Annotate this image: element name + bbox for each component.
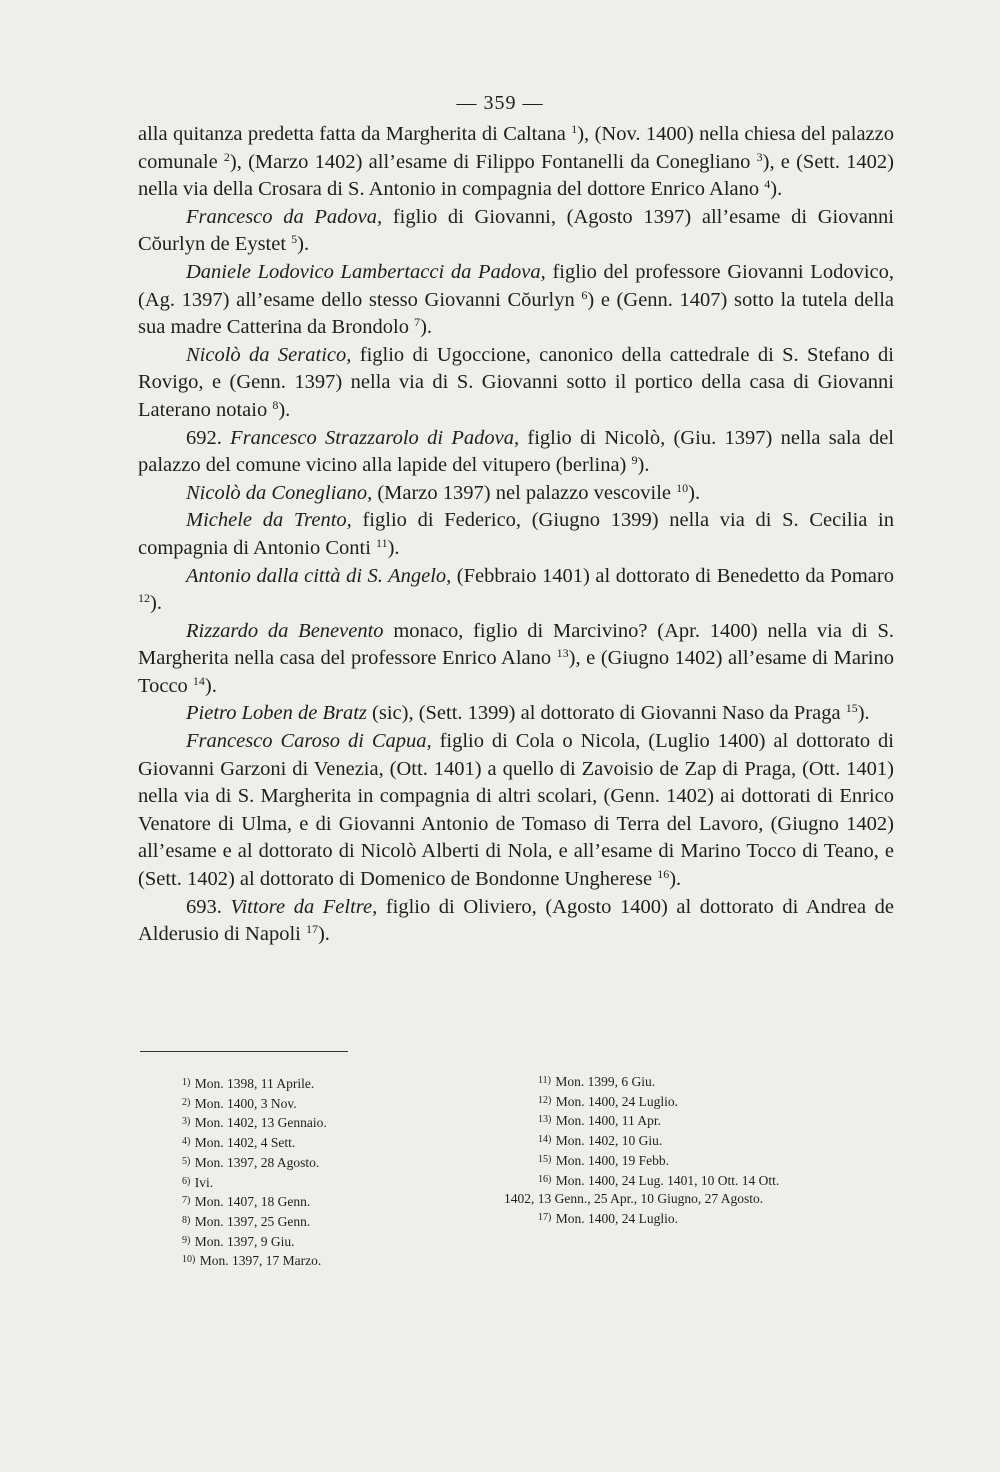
text-run: figlio del professore Giovanni Lodovico, (Ag. 1397) all’esame dello stesso Giovanni Cŏurlyn [138,260,895,311]
text-run: ), e (Sett. 1402) nella via della Crosara di S. Antonio in compagnia del dottore Enrico Alano [138,150,894,201]
text-run: ). [669,868,682,891]
footnote [182,1232,482,1252]
footnote-text: Mon. 1400, 19 Febb. [555,1152,669,1168]
footnote-reference: 14 [192,673,205,688]
footnote-text: Mon. 1397, 25 Genn. [194,1213,311,1229]
footnote-mark: 14) [538,1134,552,1146]
italic-name: Vittore da Feltre, [230,895,378,918]
text-run: ). [857,702,870,725]
footnote-text: Mon. 1397, 9 Giu. [194,1233,295,1249]
footnote [538,1111,898,1131]
footnote-text: 1402, 13 Genn., 25 Apr., 10 Giugno, 27 Agosto. [504,1191,764,1207]
text-run: (sic), (Sett. 1399) al dottorato di Giovanni Naso da Praga [366,702,846,725]
footnote [504,1190,898,1209]
footnote [182,1173,482,1193]
italic-name: Nicolò da Conegliano, [186,481,373,504]
footnote [182,1192,482,1212]
footnote [182,1113,482,1133]
footnote-text: Mon. 1402, 10 Giu. [555,1133,663,1149]
footnote-mark: 10) [182,1254,196,1266]
text-run: ). [387,536,400,559]
text-run: alla quitanza predetta fatta da Margherita di Caltana [138,123,572,145]
text-run: ). [150,592,162,615]
footnote-text: Mon. 1400, 11 Apr. [555,1113,661,1129]
text-run: ). [420,316,433,339]
footnote-reference: 16 [657,867,670,882]
paragraph [138,507,894,562]
italic-name: Michele da Trento, [186,509,352,532]
footnote-text: Ivi. [194,1174,214,1190]
italic-name: Nicolò da Seratico, [186,343,352,366]
footnotes-left-column [182,1074,482,1271]
italic-name: Rizzardo da Benevento [186,619,384,642]
footnote-text: Mon. 1400, 24 Luglio. [555,1093,678,1109]
footnote [538,1151,898,1171]
main-text [138,121,894,949]
paragraph [138,342,894,425]
text-run: ), (Nov. 1400) nella chiesa del palazzo comunale [138,123,895,173]
footnote-mark: 6) [182,1175,191,1187]
text-run: 692. [186,426,231,449]
footnote [538,1092,898,1112]
paragraph [138,425,894,480]
paragraph [138,728,894,894]
footnote-mark: 16) [538,1173,552,1185]
footnote-text: Mon. 1397, 28 Agosto. [194,1154,320,1170]
text-run: ). [770,178,783,201]
text-run: figlio di Cola o Nicola, (Luglio 1400) al dottorato di Giovanni Garzoni di Venezia, (Ott. 1401) a quello di Zavoisio de Zap di Praga, (Ott. 1401) nella via di S. Margherita in compagnia di altri scolari, (Genn. 1402) ai dottorati di Enrico Venatore di Ulma, e di Giovanni Antonio de Tomaso di Terra del Lavoro, (Giugno 1402) all’esame e al dottorato di Nicolò Alberti di Nola, e all’esame di Marino Tocco di Teano, e (Sett. 1402) al dottorato di Domenico de Bondonne Ungherese [138,730,895,891]
text-run: ), e (Giugno 1402) all’esame di Marino Tocco [138,647,894,697]
italic-name: Pietro Loben de Bratz [186,702,367,725]
footnote-text: Mon. 1399, 6 Giu. [555,1074,656,1089]
page-number: — 359 — [456,92,544,114]
text-run: (Marzo 1397) nel palazzo vescovile [372,481,677,504]
paragraph [138,121,894,204]
text-run: ). [637,454,650,477]
footnote [182,1074,482,1094]
text-run: figlio di Federico, (Giugno 1399) nella via di S. Cecilia in compagnia di Antonio Conti [138,509,895,559]
footnote-mark: 13) [538,1114,552,1126]
italic-name: Daniele Lodovico Lambertacci da Padova, [186,260,546,283]
footnote-text: Mon. 1402, 4 Sett. [194,1135,296,1151]
text-run: ). [688,481,701,504]
footnote-reference: 1 [571,122,578,136]
paragraph [138,700,894,728]
footnote-reference: 3 [756,149,763,164]
footnote [538,1209,898,1229]
footnote-reference: 17 [305,922,318,937]
footnote [538,1072,898,1092]
footnote-reference: 8 [272,397,279,412]
footnote-reference: 13 [556,646,569,661]
text-run: figlio di Nicolò, (Giu. 1397) nella sala del palazzo del comune vicino alla lapide del vitupero (berlina) [138,426,895,477]
footnote [538,1131,898,1151]
footnote [182,1212,482,1232]
footnote [182,1133,482,1153]
footnote-text: Mon. 1400, 24 Luglio. [555,1210,678,1226]
footnote-mark: 4) [182,1136,191,1148]
text-run: figlio di Ugoccione, canonico della cattedrale di S. Stefano di Rovigo, e (Genn. 1397) nella via di S. Giovanni sotto il portico della casa di Giovanni Laterano notaio [138,343,894,421]
footnote-reference: 6 [581,287,588,302]
text-run: ). [297,233,310,256]
footnote-mark: 2) [182,1096,191,1108]
footnote-reference: 10 [676,480,689,495]
paragraph [138,563,894,618]
footnote-mark: 8) [182,1214,191,1226]
footnote-mark: 15) [538,1153,552,1165]
footnote-mark: 7) [182,1195,191,1207]
footnote-reference: 9 [631,453,638,468]
footnote-text: Mon. 1400, 24 Lug. 1401, 10 Ott. 14 Ott. [555,1172,780,1188]
footnote-mark: 12) [538,1094,552,1106]
italic-name: Antonio dalla città di S. Angelo, [186,564,452,587]
footnote-mark: 11) [538,1075,551,1086]
footnote-text: Mon. 1397, 17 Marzo. [199,1253,322,1269]
footnote-reference: 7 [414,315,421,330]
text-run: ). [204,674,217,697]
footnote-mark: 3) [182,1116,191,1128]
footnote-reference: 15 [845,701,858,716]
text-run: figlio di Oliviero, (Agosto 1400) al dottorato di Andrea de Alderusio di Napoli [138,895,895,946]
italic-name: Francesco Strazzarolo di Padova, [230,426,520,449]
italic-name: Francesco da Padova, [186,205,383,228]
footnotes-right-column [504,1072,898,1229]
footnote-reference: 4 [764,177,771,192]
paragraph [138,618,894,701]
paragraph [138,204,894,259]
text-run: ), (Marzo 1402) all’esame di Filippo Fontanelli da Conegliano [229,150,757,173]
footnote-reference: 5 [291,232,298,247]
text-run: figlio di Giovanni, (Agosto 1397) all’esame di Giovanni Cŏurlyn de Eystet [138,205,895,256]
footnote [182,1153,482,1173]
footnote [182,1251,482,1271]
footnote-divider [140,1051,348,1052]
footnote-reference: 2 [223,149,230,164]
text-run: ). [317,923,330,946]
footnote-mark: 5) [182,1155,191,1167]
footnote-text: Mon. 1402, 13 Gennaio. [194,1115,327,1131]
footnote [182,1094,482,1114]
italic-name: Francesco Caroso di Capua, [186,730,432,753]
paragraph [138,894,894,949]
text-run: ) e (Genn. 1407) sotto la tutela della sua madre Catterina da Brondolo [138,288,894,339]
footnote-mark: 9) [182,1234,191,1246]
footnote-mark: 17) [538,1211,552,1223]
footnote [538,1171,898,1191]
footnote-text: Mon. 1400, 3 Nov. [194,1095,297,1111]
footnote-mark: 1) [182,1077,191,1088]
paragraph [138,480,894,508]
footnote-text: Mon. 1407, 18 Genn. [194,1194,311,1210]
paragraph [138,259,894,342]
footnote-text: Mon. 1398, 11 Aprile. [194,1076,315,1091]
text-run: ). [278,398,291,421]
footnote-reference: 12 [138,591,150,606]
text-run: monaco, figlio di Marcivino? (Apr. 1400) nella via di S. Margherita nella casa del professore Enrico Alano [138,619,894,670]
text-run: (Febbraio 1401) al dottorato di Benedetto da Pomaro [451,564,894,587]
text-run: 693. [186,895,231,918]
footnote-reference: 11 [376,535,388,550]
